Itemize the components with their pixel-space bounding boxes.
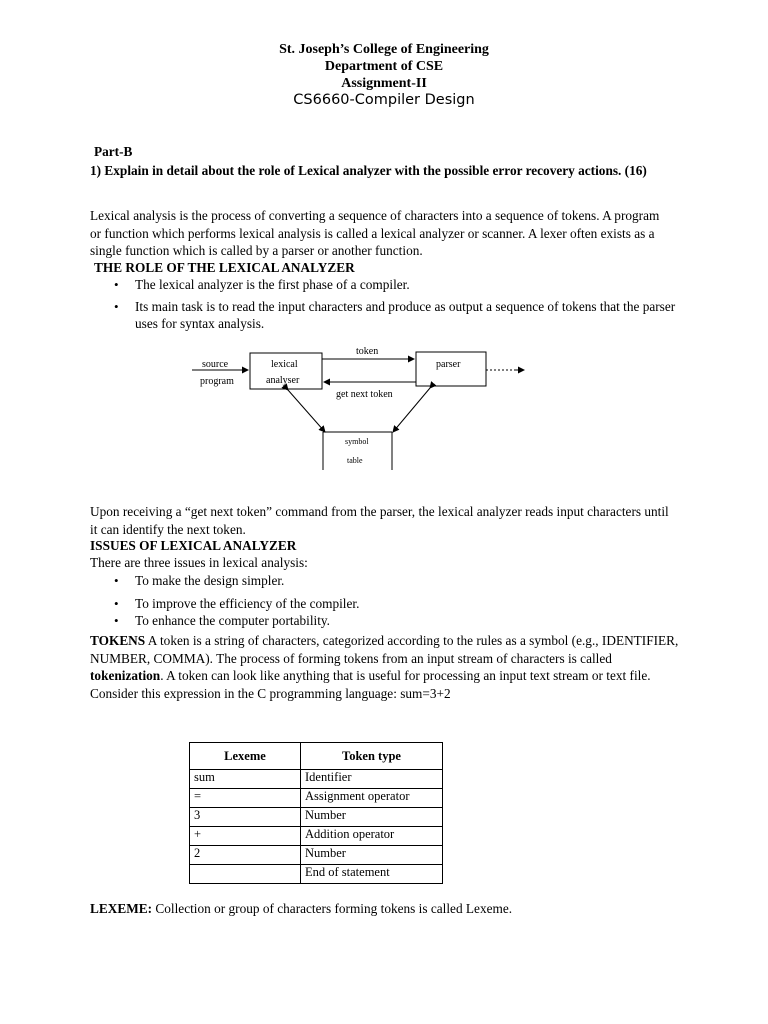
after-diagram-paragraph: Upon receiving a “get next token” command from the parser, the lexical analyzer reads input characters until it can identify the next token.	[90, 504, 669, 537]
cell-token-type: Assignment operator	[301, 789, 443, 808]
issues-intro: There are three issues in lexical analysis:	[90, 555, 308, 570]
college-name: St. Joseph’s College of Engineering	[279, 42, 489, 57]
role-bullet-list	[90, 276, 680, 333]
question-text: 1) Explain in detail about the role of Lexical analyzer with the possible error recovery actions. (16)	[90, 163, 647, 178]
tokens-text-1: A token is a string of characters, categorized according to the rules as a symbol (e.g., IDENTIFIER, NUMBER, COMMA). The process of forming tokens from an input stream of characters is called	[90, 633, 679, 666]
label-parser: parser	[436, 359, 461, 370]
list-item: • To enhance the computer portability.	[90, 612, 670, 630]
lexeme-text: Collection or group of characters forming tokens is called Lexeme.	[152, 901, 513, 916]
table-row	[190, 789, 443, 808]
issues-bullet-list	[90, 572, 670, 630]
header-lexeme: Lexeme	[190, 743, 301, 770]
label-analyser: analyser	[266, 375, 300, 386]
lexeme-label: LEXEME:	[90, 901, 153, 916]
department-name: Department of CSE	[324, 59, 444, 74]
cell-lexeme: sum	[190, 770, 301, 789]
lexical-analyzer-diagram	[180, 340, 540, 475]
issues-heading: ISSUES OF LEXICAL ANALYZER	[90, 538, 297, 553]
table-header-row	[190, 743, 443, 770]
lexeme-paragraph	[90, 900, 680, 918]
cell-token-type: Identifier	[301, 770, 443, 789]
cell-lexeme: +	[190, 827, 301, 846]
label-table: table	[347, 456, 363, 465]
cell-token-type: End of statement	[301, 865, 443, 884]
table-row	[190, 808, 443, 827]
label-symbol: symbol	[345, 437, 369, 446]
cell-lexeme: =	[190, 789, 301, 808]
list-item: • To make the design simpler.	[90, 572, 670, 590]
cell-token-type: Number	[301, 808, 443, 827]
table-row	[190, 865, 443, 884]
list-item: • Its main task is to read the input characters and produce as output a sequence of tokens that the parser uses for syntax analysis.	[90, 298, 680, 333]
table-row	[190, 846, 443, 865]
tokens-label: TOKENS	[90, 633, 146, 648]
label-get-next-token: get next token	[336, 389, 393, 400]
cell-lexeme: 2	[190, 846, 301, 865]
tokenization-term: tokenization	[90, 668, 161, 683]
list-item: • To improve the efficiency of the compiler.	[90, 595, 670, 613]
label-token: token	[356, 346, 379, 357]
assignment-title: Assignment-II	[341, 76, 427, 91]
part-label: Part-B	[94, 144, 133, 159]
intro-paragraph: Lexical analysis is the process of converting a sequence of characters into a sequence of tokens. A program or function which performs lexical analysis is called a lexical analyzer or scanner. A lexer often exists as a single function which is called by a parser or another function.	[90, 208, 660, 258]
cell-lexeme	[190, 865, 301, 884]
lexer-symbol-arrow	[288, 390, 325, 432]
table-row	[190, 827, 443, 846]
header-token-type: Token type	[301, 743, 443, 770]
list-item: • The lexical analyzer is the first phase of a compiler.	[90, 276, 680, 294]
tokens-paragraph	[90, 632, 682, 702]
label-source: source	[202, 359, 229, 370]
parser-symbol-arrow	[393, 388, 430, 432]
cell-token-type: Addition operator	[301, 827, 443, 846]
label-program: program	[200, 376, 234, 387]
cell-lexeme: 3	[190, 808, 301, 827]
cell-token-type: Number	[301, 846, 443, 865]
role-heading: THE ROLE OF THE LEXICAL ANALYZER	[94, 260, 355, 275]
table-row	[190, 770, 443, 789]
tokens-text-2: . A token can look like anything that is useful for processing an input text stream or text file. Consider this expression in the C programming language: sum=3+2	[90, 668, 651, 701]
token-table	[189, 742, 443, 884]
label-lexical: lexical	[271, 359, 298, 370]
course-title: CS6660-Compiler Design	[293, 92, 475, 108]
